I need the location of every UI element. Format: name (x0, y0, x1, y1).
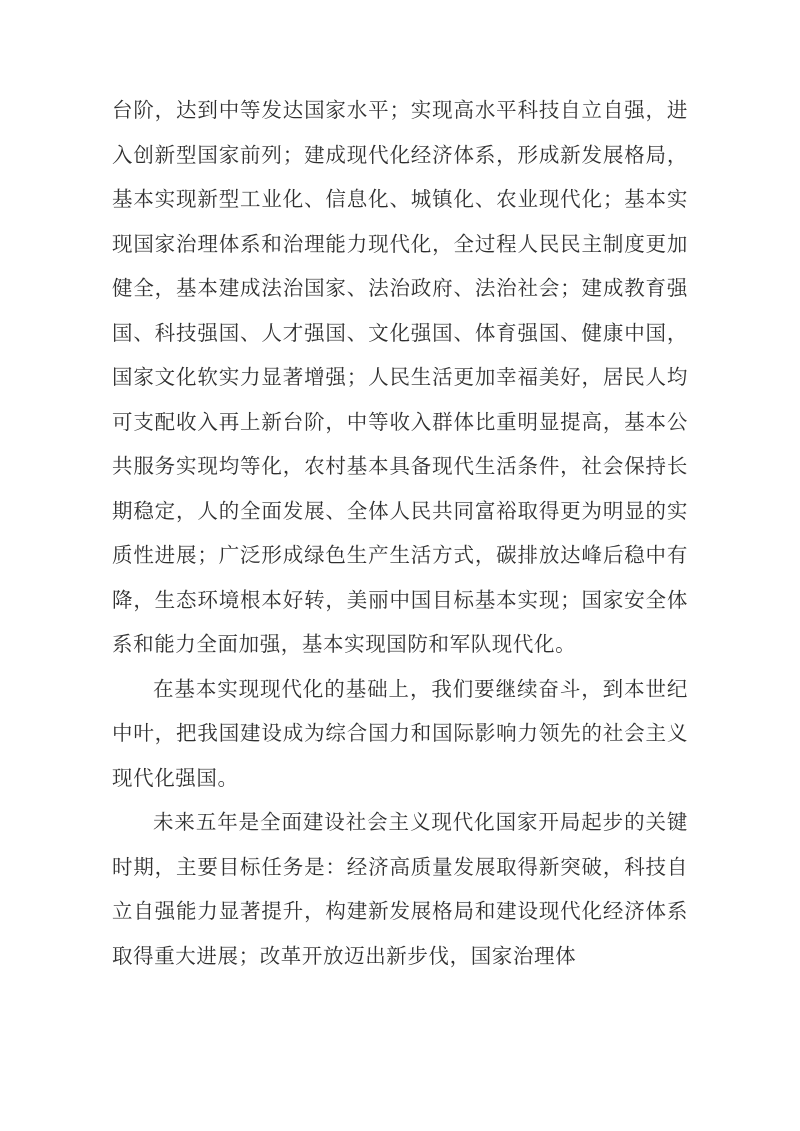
paragraph-2: 在基本实现现代化的基础上，我们要继续奋斗，到本世纪中叶，把我国建设成为综合国力和国际影响力领先的社会主义现代化强国。 (112, 676, 688, 790)
document-body (112, 88, 688, 978)
paragraph-3: 未来五年是全面建设社会主义现代化国家开局起步的关键时期，主要目标任务是：经济高质量发展取得新突破，科技自立自强能力显著提升，构建新发展格局和建设现代化经济体系取得重大进展；改革开放迈出新步伐，国家治理体 (112, 810, 688, 968)
paragraph-1: 台阶，达到中等发达国家水平；实现高水平科技自立自强，进入创新型国家前列；建成现代化经济体系，形成新发展格局，基本实现新型工业化、信息化、城镇化、农业现代化；基本实现国家治理体系和治理能力现代化，全过程人民民主制度更加健全，基本建成法治国家、法治政府、法治社会；建成教育强国、科技强国、人才强国、文化强国、体育强国、健康中国，国家文化软实力显著增强；人民生活更加幸福美好，居民人均可支配收入再上新台阶，中等收入群体比重明显提高，基本公共服务实现均等化，农村基本具备现代生活条件，社会保持长期稳定，人的全面发展、全体人民共同富裕取得更为明显的实质性进展；广泛形成绿色生产生活方式，碳排放达峰后稳中有降，生态环境根本好转，美丽中国目标基本实现；国家安全体系和能力全面加强，基本实现国防和军队现代化。 (112, 98, 688, 656)
